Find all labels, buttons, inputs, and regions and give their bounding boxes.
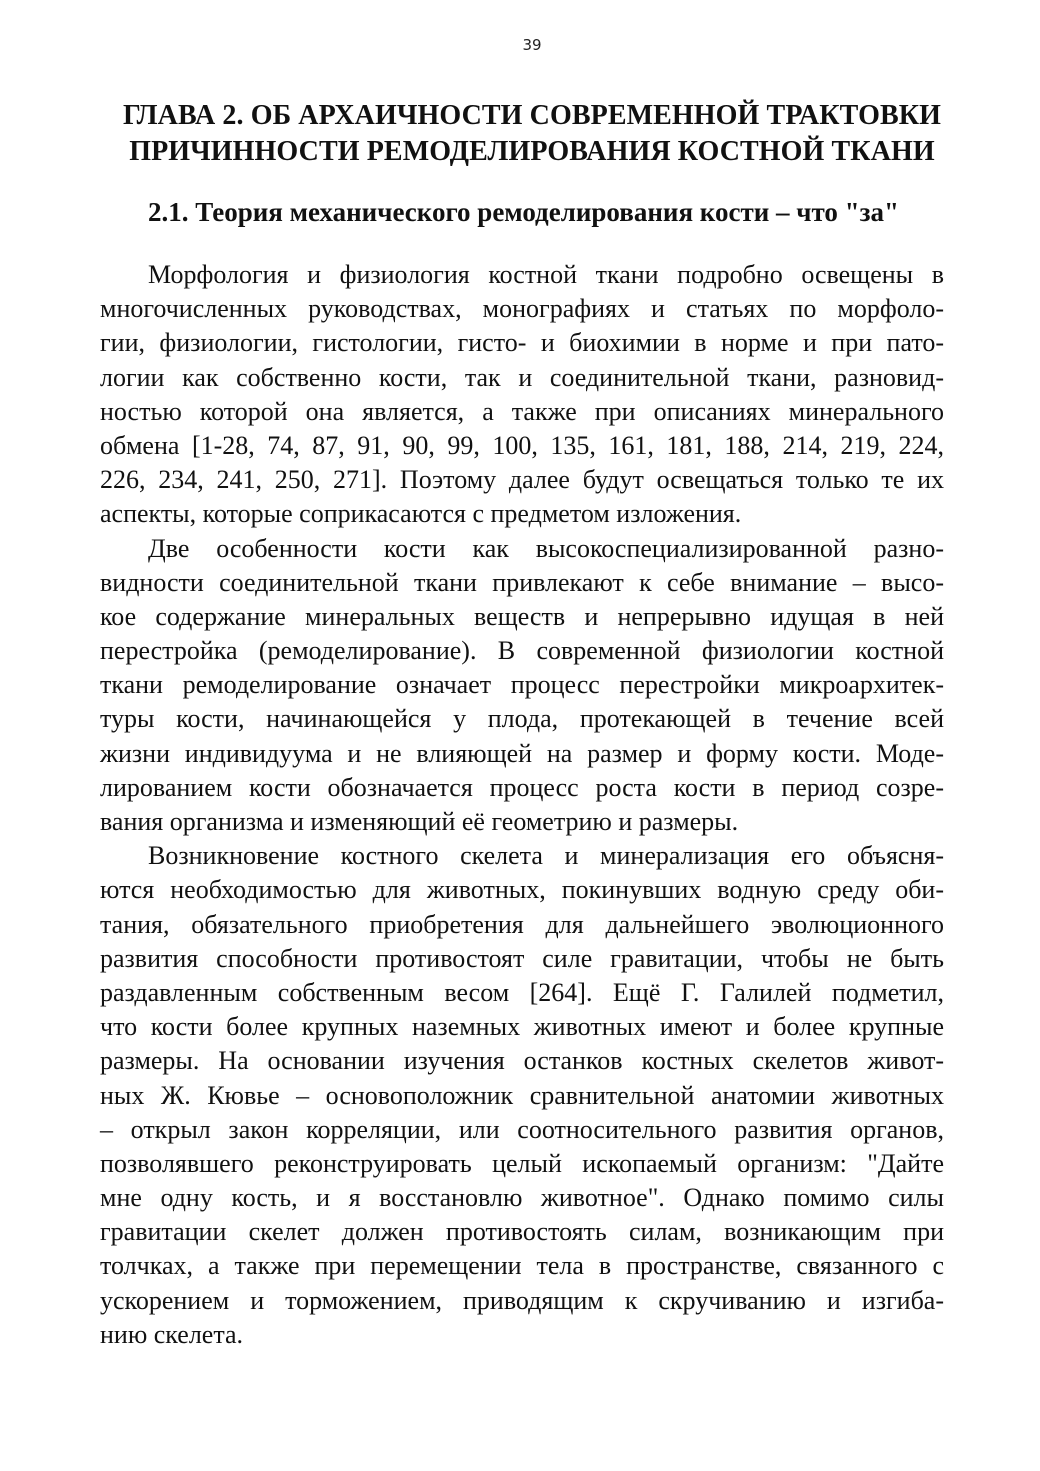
text-line: обмена [1-28, 74, 87, 91, 90, 99, 100, 135, 161, 181, 188, 214, 219, 224, (100, 430, 944, 460)
text-line: туры кости, начинающейся у плода, протекающей в течение всей (100, 704, 944, 734)
text-line: 226, 234, 241, 250, 271]. Поэтому далее будут освещаться только те их (100, 465, 944, 495)
text-line: – открыл закон корреляции, или соотносительного развития органов, (100, 1114, 944, 1144)
page-number: 39 (522, 36, 542, 54)
text-line: толчках, а также при перемещении тела в пространстве, связанного с (100, 1251, 944, 1281)
text-line: аспекты, которые соприкасаются с предметом изложения. (100, 499, 742, 529)
text-line: что кости более крупных наземных животных имеют и более крупные (100, 1012, 944, 1042)
paragraph (100, 258, 944, 532)
text-line: позволявшего реконструировать целый ископаемый организм: "Дайте (100, 1148, 944, 1178)
paragraph (100, 839, 944, 1352)
text-line: размеры. На основании изучения останков костных скелетов живот- (100, 1046, 944, 1076)
text-line: видности соединительной ткани привлекают к себе внимание – высо- (100, 567, 944, 597)
text-line: кое содержание минеральных веществ и непрерывно идущая в ней (100, 601, 944, 631)
text-line: Возникновение костного скелета и минерализация его объясня- (148, 841, 944, 871)
text-line: ностью которой она является, а также при описаниях минерального (100, 396, 944, 426)
text-line: тания, обязательного приобретения для дальнейшего эволюционного (100, 909, 944, 939)
paragraph (100, 532, 944, 840)
text-line: логии как собственно кости, так и соединительной ткани, разновид- (100, 362, 944, 392)
section-title: 2.1. Теория механического ремоделирования кости – что "за" (148, 197, 900, 227)
text-line: гравитации скелет должен противостоять силам, возникающим при (100, 1217, 944, 1247)
text-line: мне одну кость, и я восстановлю животное". Однако помимо силы (100, 1183, 944, 1213)
text-line: нию скелета. (100, 1319, 244, 1349)
text-line: гии, физиологии, гистологии, гисто- и биохимии в норме и при пато- (100, 328, 944, 358)
text-line: жизни индивидуума и не влияющей на размер и форму кости. Моде- (100, 738, 944, 768)
text-line: развития способности противостоят силе гравитации, чтобы не быть (100, 943, 944, 973)
text-line: ткани ремоделирование означает процесс перестройки микроархитек- (100, 670, 944, 700)
chapter-title (80, 98, 984, 170)
text-line: раздавленным собственным весом [264]. Ещё Г. Галилей подметил, (100, 977, 944, 1007)
text-line: ются необходимостью для животных, покинувших водную среду оби- (100, 875, 944, 905)
text-line: вания организма и изменяющий её геометрию и размеры. (100, 807, 739, 836)
body-text (100, 258, 944, 1352)
text-line: ных Ж. Кювье – основоположник сравнительной анатомии животных (100, 1080, 944, 1110)
text-line: перестройка (ремоделирование). В современной физиологии костной (100, 636, 944, 666)
text-line: лированием кости обозначается процесс роста кости в период созре- (100, 772, 944, 802)
chapter-title-line: ГЛАВА 2. ОБ АРХАИЧНОСТИ СОВРЕМЕННОЙ ТРАКТОВКИ (122, 100, 942, 131)
text-line: Морфология и физиология костной ткани подробно освещены в (148, 260, 944, 289)
text-line: многочисленных руководствах, монографиях и статьях по морфоло- (100, 294, 944, 324)
text-line: Две особенности кости как высокоспециализированной разно- (148, 533, 944, 563)
text-line: ускорением и торможением, приводящим к скручиванию и изгиба- (100, 1285, 944, 1315)
chapter-title-line: ПРИЧИННОСТИ РЕМОДЕЛИРОВАНИЯ КОСТНОЙ ТКАНИ (129, 136, 935, 167)
